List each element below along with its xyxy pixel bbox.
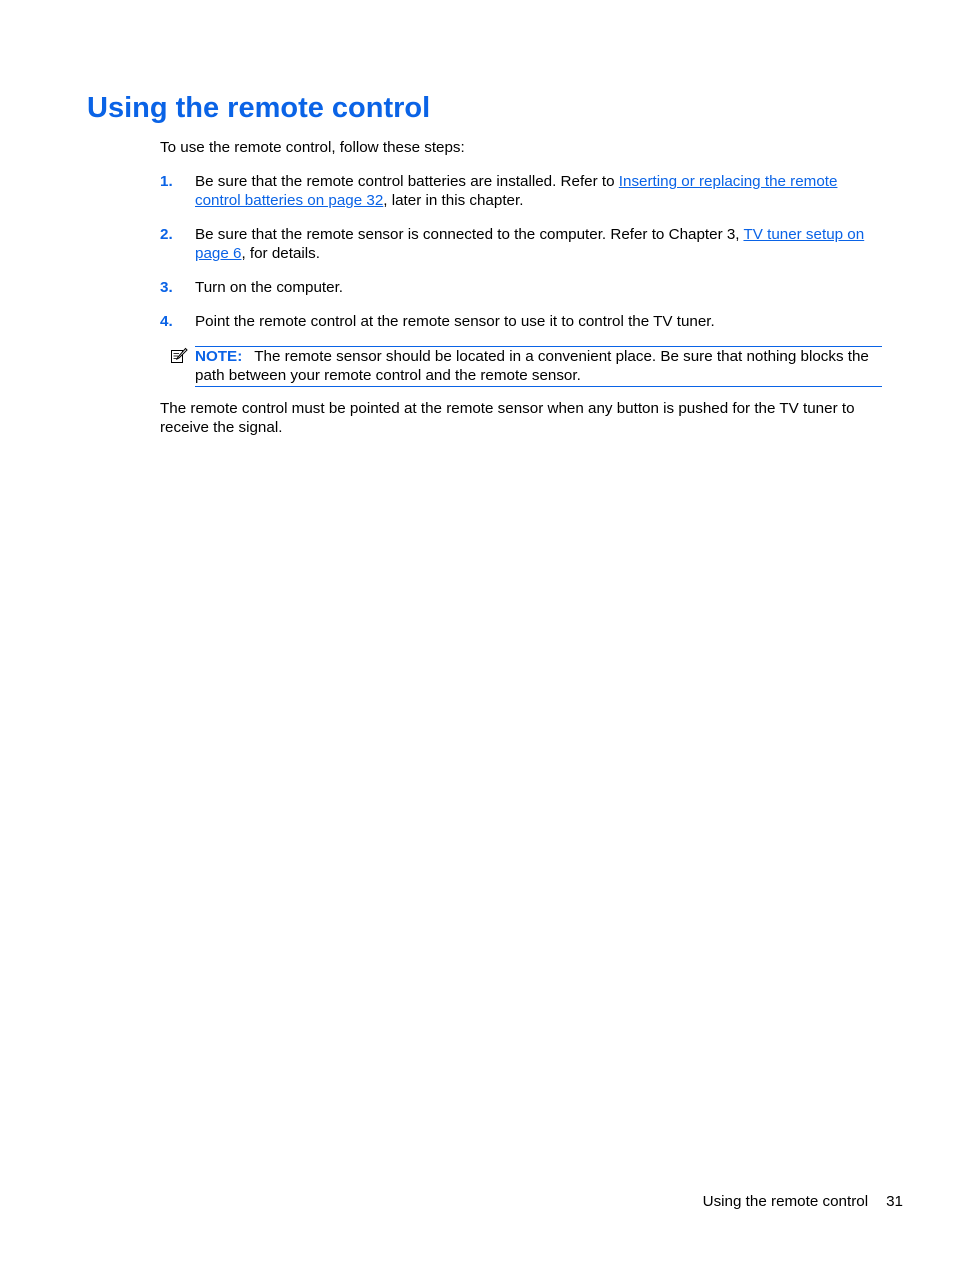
note-box — [195, 346, 882, 387]
step-item — [160, 225, 882, 263]
step-text-tail: , for details. — [241, 245, 320, 262]
note-label: NOTE: — [195, 348, 243, 365]
step-text: Be sure that the remote sensor is connected to the computer. Refer to Chapter 3, — [195, 226, 744, 243]
intro-text: To use the remote control, follow these steps: — [160, 139, 465, 156]
step-text: Turn on the computer. — [195, 279, 344, 296]
step-item — [160, 172, 882, 210]
note-text: The remote sensor should be located in a convenient place. Be sure that nothing blocks the path between your remote control and the remote sensor. — [195, 348, 869, 384]
link-inserting-replacing-batteries[interactable]: Inserting or replacing the remote control batteries on page 32 — [195, 173, 838, 209]
footer-section-title: Using the remote control — [702, 1193, 869, 1210]
note-block — [160, 346, 882, 387]
step-number: 1. — [160, 173, 173, 190]
closing-paragraph: The remote control must be pointed at the remote sensor when any button is pushed for the TV tuner to receive the signal. — [160, 400, 855, 436]
step-item — [160, 278, 882, 297]
footer-page-number: 31 — [886, 1193, 903, 1210]
link-tv-tuner-setup[interactable]: TV tuner setup on page 6 — [195, 226, 865, 262]
step-text-tail: , later in this chapter. — [383, 192, 524, 209]
steps-list — [160, 172, 882, 346]
step-number: 2. — [160, 226, 173, 243]
step-number: 3. — [160, 279, 173, 296]
step-number: 4. — [160, 313, 173, 330]
page-title: Using the remote control — [87, 92, 431, 124]
step-item — [160, 312, 882, 331]
step-text: Be sure that the remote control batteries are installed. Refer to — [195, 173, 619, 190]
note-pencil-icon — [170, 347, 188, 365]
step-text: Point the remote control at the remote sensor to use it to control the TV tuner. — [195, 313, 715, 330]
page-footer — [703, 1192, 903, 1211]
